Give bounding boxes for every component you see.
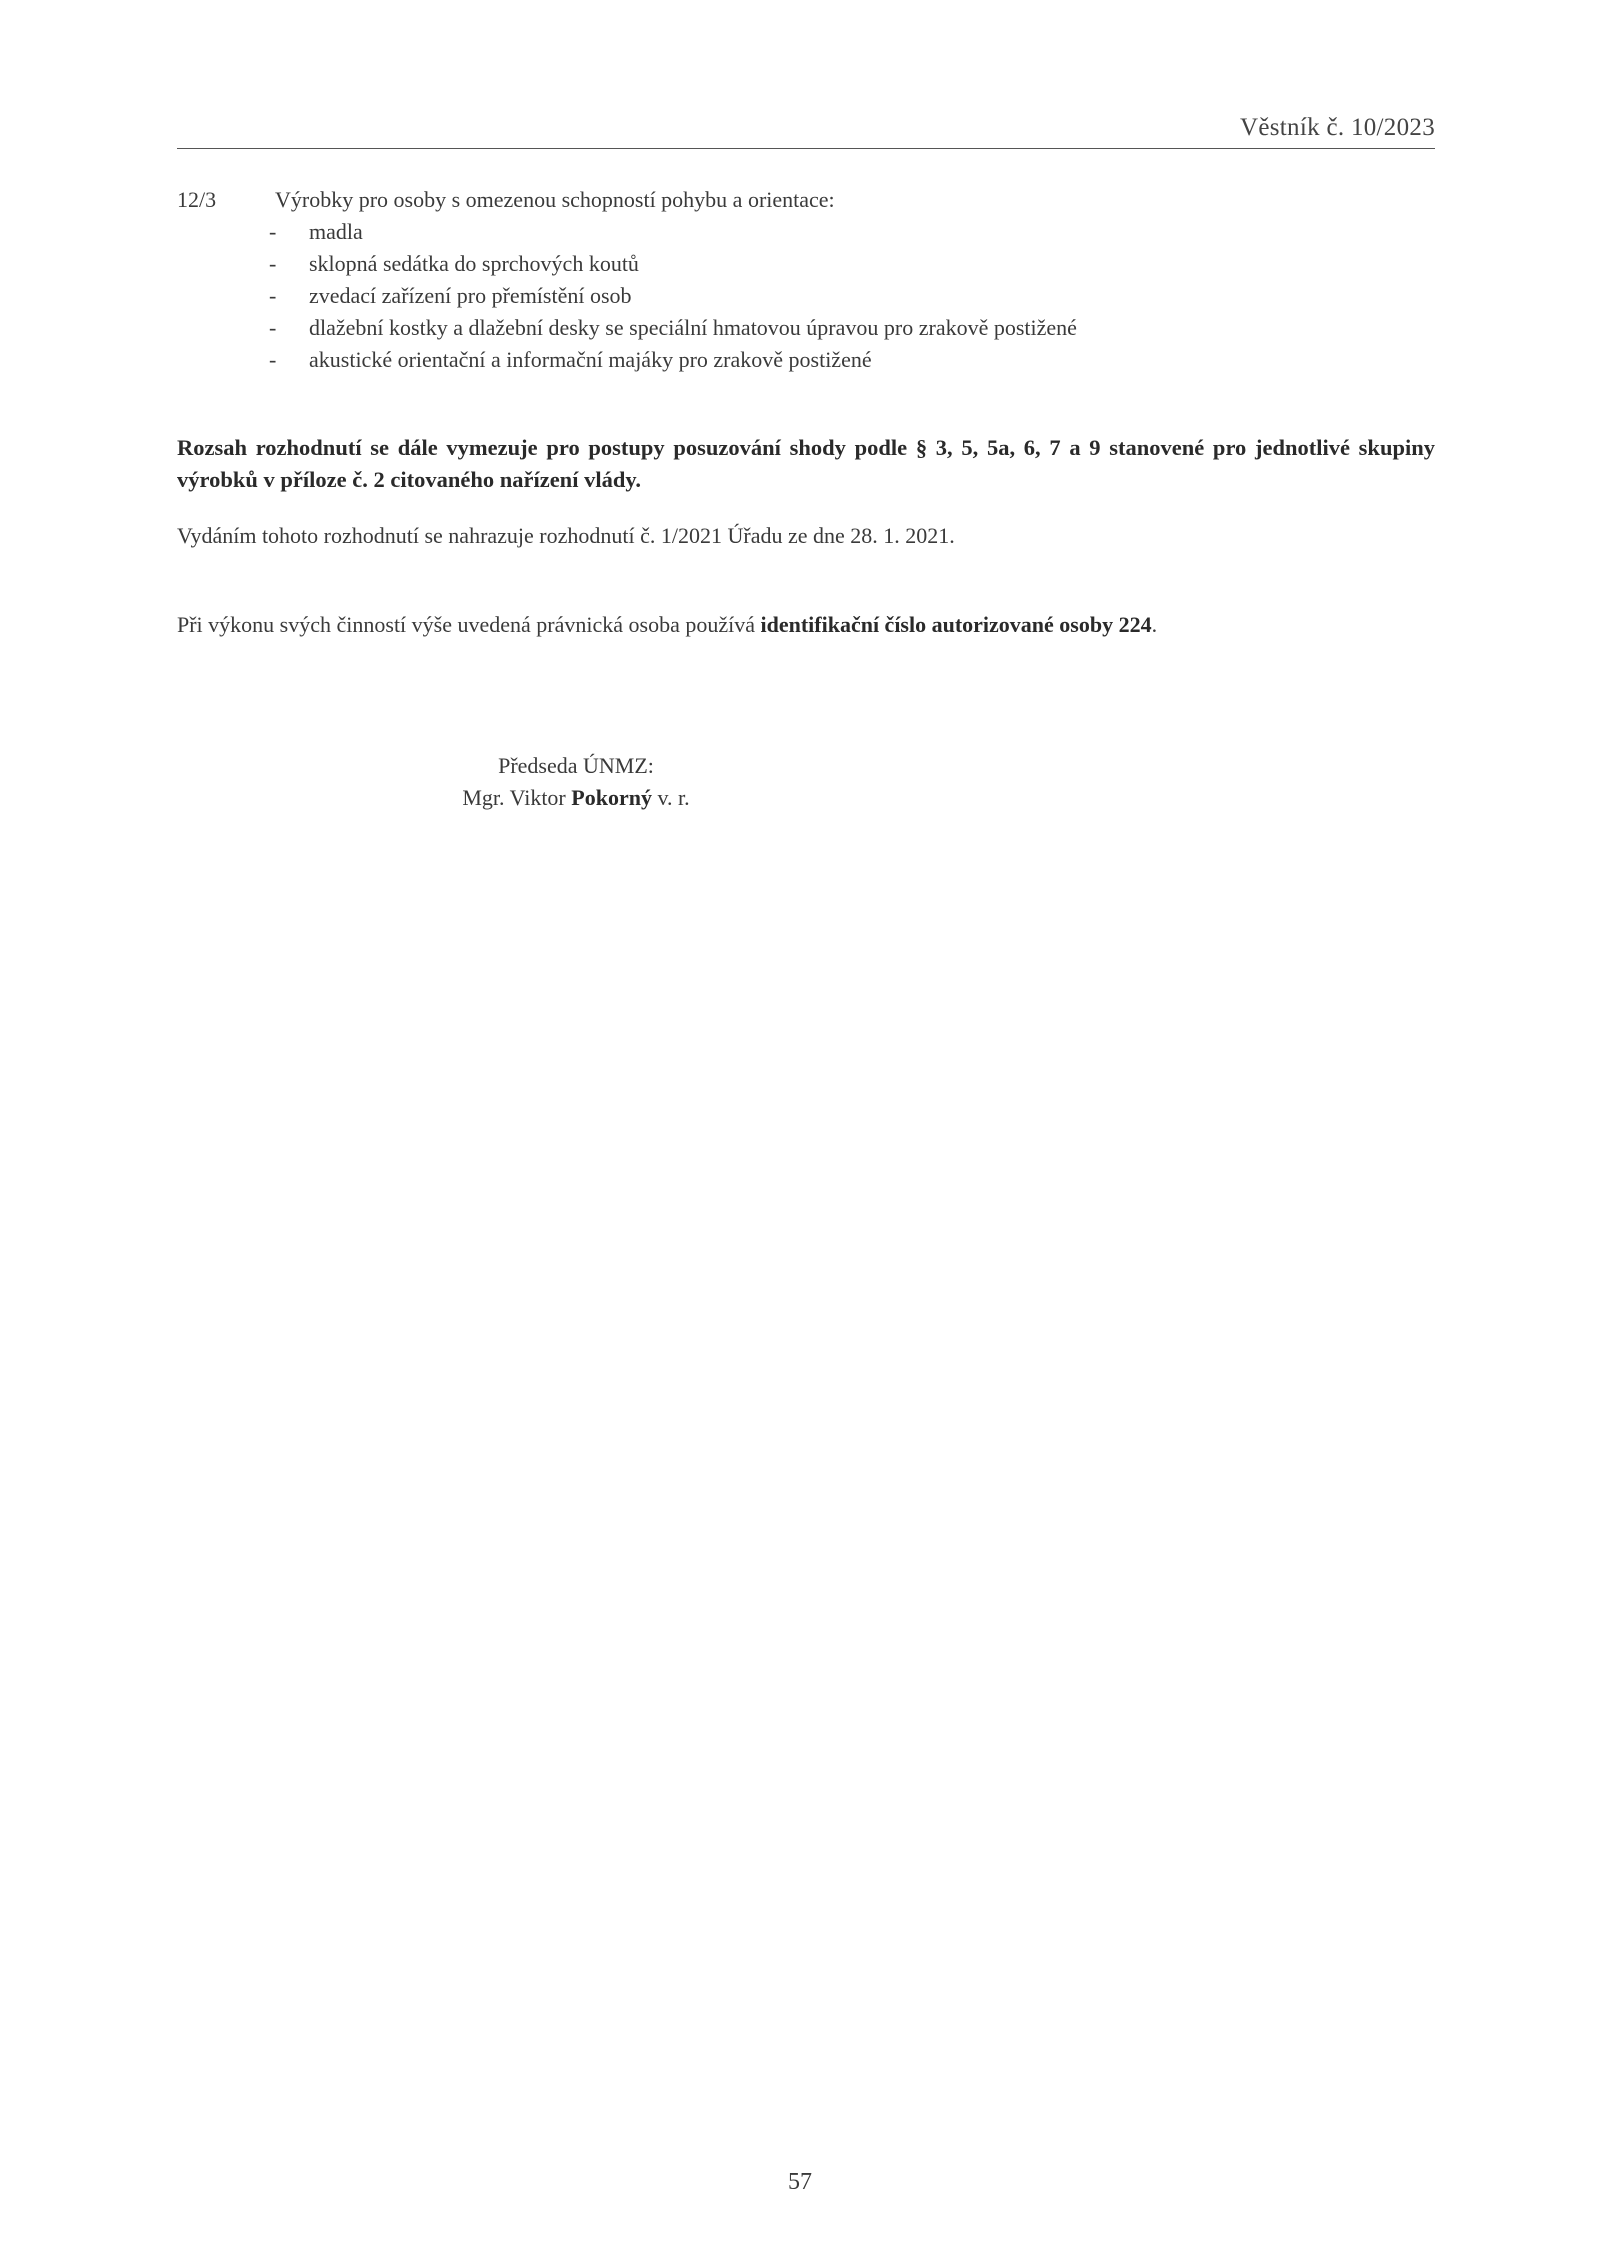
page-header: [177, 110, 1435, 149]
publication-title: Věstník č. 10/2023: [1240, 114, 1435, 141]
list-dash: -: [269, 251, 277, 276]
identification-text: Při výkonu svých činností výše uvedená právnická osoba používá: [177, 612, 761, 637]
list-dash: -: [269, 315, 277, 340]
identification-suffix: .: [1151, 612, 1158, 637]
list-dash: -: [269, 219, 277, 244]
identification-number: identifikační číslo autorizované osoby 224: [760, 612, 1152, 637]
signatory-role: Předseda ÚNMZ:: [498, 753, 654, 778]
signatory-name: [177, 782, 1435, 814]
list-item-text: zvedací zařízení pro přemístění osob: [309, 283, 632, 308]
signatory-surname: Pokorný: [571, 785, 652, 810]
list-item-text: sklopná sedátka do sprchových koutů: [309, 251, 639, 276]
identification-paragraph: [177, 609, 1435, 641]
signature-block: [177, 750, 1435, 814]
page-number: 57: [788, 2169, 812, 2195]
signatory-name-prefix: Mgr. Viktor: [462, 785, 572, 810]
signatory-name-suffix: v. r.: [651, 785, 690, 810]
list-dash: -: [269, 347, 277, 372]
list-item-text: akustické orientační a informační majáky pro zrakově postižené: [309, 347, 872, 372]
section-title: Výrobky pro osoby s omezenou schopností pohybu a orientace:: [275, 187, 835, 212]
scope-paragraph: Rozsah rozhodnutí se dále vymezuje pro postupy posuzování shody podle § 3, 5, 5a, 6, 7 a 9 stanovené pro jednotlivé skupiny výrobků v příloze č. 2 citovaného nařízení vlády.: [177, 435, 1435, 492]
list-dash: -: [269, 283, 277, 308]
list-item-text: madla: [309, 219, 363, 244]
list-item-text: dlažební kostky a dlažební desky se speciální hmatovou úpravou pro zrakově postižené: [309, 315, 1077, 340]
section-number: 12/3: [177, 187, 217, 212]
replacement-paragraph: Vydáním tohoto rozhodnutí se nahrazuje rozhodnutí č. 1/2021 Úřadu ze dne 28. 1. 2021.: [177, 523, 955, 548]
